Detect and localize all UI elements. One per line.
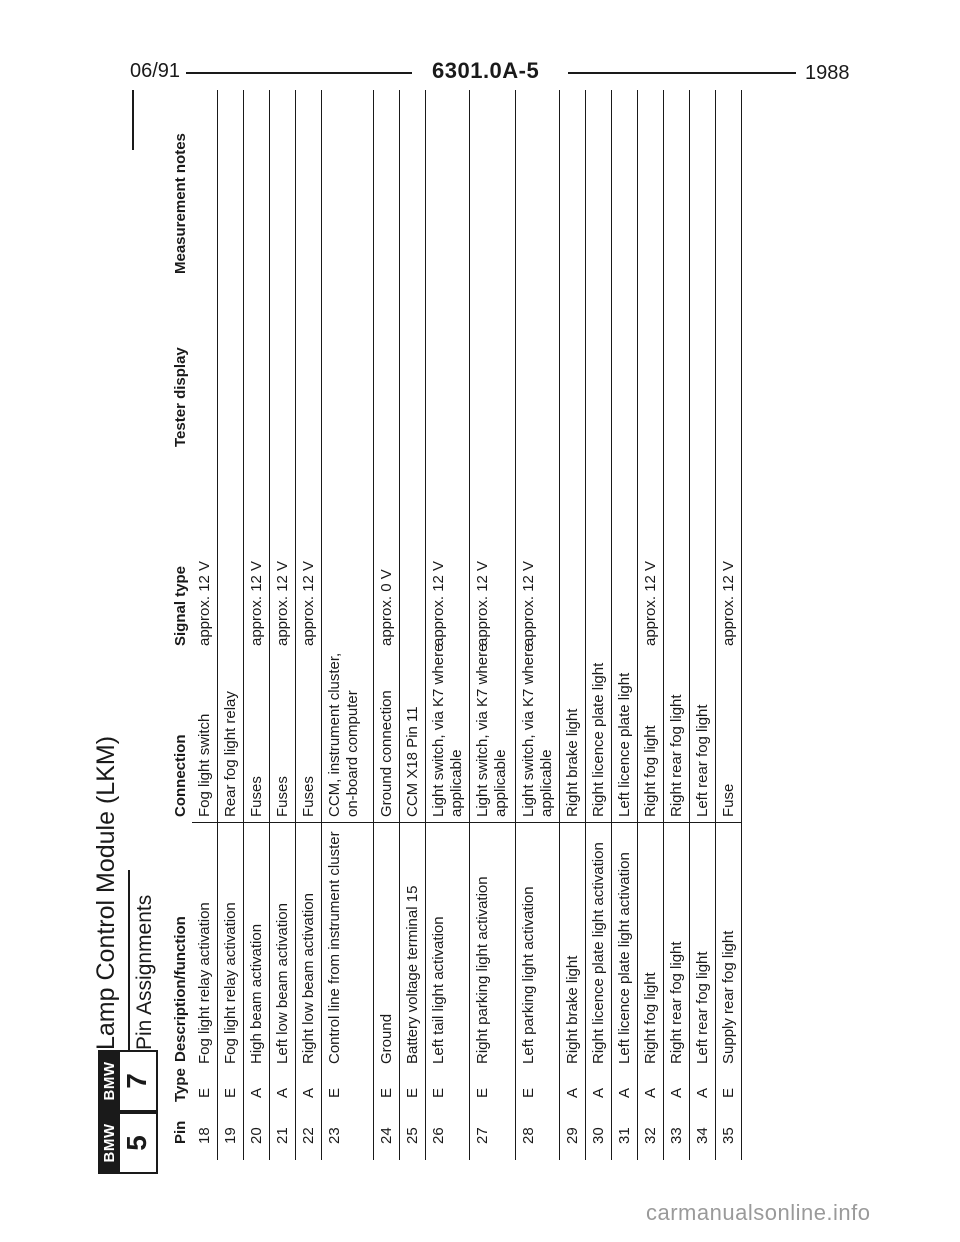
pin-type: E xyxy=(222,1087,239,1098)
column-header-pin: Pin xyxy=(172,1120,189,1144)
column-divider xyxy=(716,822,742,823)
description-line: Left parking light activation xyxy=(520,886,537,1064)
pin-number: 28 xyxy=(520,1127,537,1144)
pin-connection xyxy=(222,577,240,817)
connection-line: on-board computer xyxy=(344,690,361,817)
pin-number: 18 xyxy=(196,1127,213,1144)
pin-number: 35 xyxy=(720,1127,737,1144)
pin-type: E xyxy=(378,1087,395,1098)
connection-line: Left licence plate light xyxy=(616,672,633,817)
column-divider xyxy=(426,822,470,823)
logo-brand: BMW xyxy=(100,1114,120,1172)
title-underline xyxy=(128,870,130,1050)
table-row xyxy=(664,0,690,1160)
description-line: Right low beam activation xyxy=(300,893,317,1064)
connection-line: Right licence plate light xyxy=(590,662,607,817)
pin-number: 21 xyxy=(274,1127,291,1144)
pin-number: 20 xyxy=(248,1127,265,1144)
pin-type: E xyxy=(196,1087,213,1098)
pin-number: 19 xyxy=(222,1127,239,1144)
pin-type: A xyxy=(564,1087,581,1098)
pin-number: 32 xyxy=(642,1127,659,1144)
description-line: Ground xyxy=(378,1013,395,1064)
connection-line: applicable xyxy=(448,749,465,817)
page-subtitle: Pin Assignments xyxy=(133,894,156,1050)
connection-line: Fog light switch xyxy=(196,713,213,817)
bmw-7-series-logo xyxy=(98,1050,158,1112)
column-divider xyxy=(192,822,218,823)
bmw-5-series-logo xyxy=(98,1112,158,1174)
watermark: carmanualsonline.info xyxy=(646,1200,871,1225)
description-line: High beam activation xyxy=(248,923,265,1064)
connection-line: applicable xyxy=(492,749,509,817)
table-row xyxy=(296,0,322,1160)
table-row xyxy=(218,0,244,1160)
table-row xyxy=(690,0,716,1160)
pin-number: 33 xyxy=(668,1127,685,1144)
connection-line: Light switch, via K7 where xyxy=(430,643,447,817)
connection-line: Right fog light xyxy=(642,725,659,817)
description-line: Battery voltage terminal 15 xyxy=(404,885,421,1064)
signal-type: approx. 12 V xyxy=(274,560,291,646)
column-header-connection: Connection xyxy=(172,734,189,817)
description-line: Left tail light activation xyxy=(430,916,447,1064)
signal-type: approx. 12 V xyxy=(474,560,491,646)
header-document-code: 6301.0A-5 xyxy=(432,58,540,83)
pin-type: E xyxy=(474,1087,491,1098)
description-line: Left rear fog light xyxy=(694,951,711,1064)
column-divider xyxy=(296,822,322,823)
connection-line: Right brake light xyxy=(564,708,581,817)
connection-line: Fuses xyxy=(274,776,291,817)
column-divider xyxy=(374,822,400,823)
connection-line: Right rear fog light xyxy=(668,694,685,817)
pin-type: A xyxy=(694,1087,711,1098)
pin-number: 30 xyxy=(590,1127,607,1144)
table-row xyxy=(612,0,638,1160)
signal-type: approx. 12 V xyxy=(430,560,447,646)
description-line: Left low beam activation xyxy=(274,903,291,1064)
table-row xyxy=(400,0,426,1160)
table-row xyxy=(244,0,270,1160)
column-divider xyxy=(612,822,638,823)
row-divider xyxy=(741,90,742,1160)
description-line: Left licence plate light activation xyxy=(616,852,633,1064)
connection-line: Light switch, via K7 where xyxy=(474,643,491,817)
column-divider xyxy=(664,822,690,823)
column-header-type: Type xyxy=(172,1068,189,1102)
pin-connection xyxy=(590,577,608,817)
pin-connection xyxy=(564,577,582,817)
table-row xyxy=(516,0,560,1160)
column-divider xyxy=(400,822,426,823)
connection-line: Ground connection xyxy=(378,690,395,817)
table-row xyxy=(374,0,400,1160)
signal-type: approx. 12 V xyxy=(248,560,265,646)
pin-type: E xyxy=(430,1087,447,1098)
page-title: Lamp Control Module (LKM) xyxy=(92,735,120,1050)
column-divider xyxy=(270,822,296,823)
pin-connection xyxy=(616,577,634,817)
connection-line: CCM X18 Pin 11 xyxy=(404,706,421,817)
pin-connection xyxy=(326,577,362,817)
table-row xyxy=(560,0,586,1160)
pin-type: E xyxy=(520,1087,537,1098)
pin-type: A xyxy=(616,1087,633,1098)
pin-type: A xyxy=(590,1087,607,1098)
connection-line: applicable xyxy=(538,749,555,817)
pin-number: 27 xyxy=(474,1127,491,1144)
signal-type: approx. 12 V xyxy=(720,560,737,646)
description-line: Fog light relay activation xyxy=(196,902,213,1064)
table-row xyxy=(322,0,374,1160)
pin-type: E xyxy=(326,1087,343,1098)
pin-type: A xyxy=(642,1087,659,1098)
header-date: 06/91 xyxy=(130,60,181,82)
column-divider xyxy=(322,822,374,823)
connection-line: Fuses xyxy=(300,776,317,817)
description-line: Right brake light xyxy=(564,955,581,1064)
table-row xyxy=(586,0,612,1160)
column-divider xyxy=(470,822,516,823)
description-line: Fog light relay activation xyxy=(222,902,239,1064)
signal-type: approx. 12 V xyxy=(642,560,659,646)
column-divider xyxy=(516,822,560,823)
connection-line: Rear fog light relay xyxy=(222,691,239,817)
pin-connection xyxy=(668,577,686,817)
column-header-tester-display: Tester display xyxy=(172,347,189,447)
column-divider xyxy=(690,822,716,823)
logo-number: 7 xyxy=(121,1073,152,1089)
pin-number: 23 xyxy=(326,1127,343,1144)
table-row xyxy=(470,0,516,1160)
pin-type: A xyxy=(668,1087,685,1098)
pin-type: A xyxy=(248,1087,265,1098)
column-divider xyxy=(560,822,586,823)
connection-line: Fuses xyxy=(248,776,265,817)
table-row xyxy=(192,0,218,1160)
pin-number: 24 xyxy=(378,1127,395,1144)
pin-connection xyxy=(694,577,712,817)
description-line: Control line from instrument cluster xyxy=(326,831,343,1064)
column-divider xyxy=(586,822,612,823)
description-line: Right parking light activation xyxy=(474,876,491,1064)
description-line: Supply rear fog light xyxy=(720,930,737,1064)
pin-number: 34 xyxy=(694,1127,711,1144)
pin-number: 31 xyxy=(616,1127,633,1144)
column-divider xyxy=(218,822,244,823)
pin-type: A xyxy=(300,1087,317,1098)
logo-number: 5 xyxy=(121,1135,152,1151)
pin-number: 26 xyxy=(430,1127,447,1144)
pin-type: A xyxy=(274,1087,291,1098)
table-row xyxy=(270,0,296,1160)
column-header-signal-type: Signal type xyxy=(172,565,189,646)
description-line: Right licence plate light activation xyxy=(590,842,607,1064)
description-line: Right fog light xyxy=(642,972,659,1064)
signal-type: approx. 12 V xyxy=(300,560,317,646)
pin-number: 29 xyxy=(564,1127,581,1144)
signal-type: approx. 12 V xyxy=(520,560,537,646)
pin-number: 25 xyxy=(404,1127,421,1144)
pin-type: E xyxy=(720,1087,737,1098)
logo-brand: BMW xyxy=(100,1052,120,1110)
signal-type: approx. 12 V xyxy=(196,560,213,646)
pin-connection xyxy=(404,577,422,817)
connection-line: Left rear fog light xyxy=(694,704,711,817)
description-line: Right rear fog light xyxy=(668,941,685,1064)
pin-type: E xyxy=(404,1087,421,1098)
connection-line: Light switch, via K7 where xyxy=(520,643,537,817)
header-year: 1988 xyxy=(805,62,850,84)
column-divider xyxy=(244,822,270,823)
table-row xyxy=(716,0,742,1160)
pin-number: 22 xyxy=(300,1127,317,1144)
connection-line: CCM, instrument cluster, xyxy=(326,652,343,817)
column-header-measurement-notes: Measurement notes xyxy=(172,133,189,274)
signal-type: approx. 0 V xyxy=(378,569,395,646)
connection-line: Fuse xyxy=(720,783,737,817)
column-divider xyxy=(638,822,664,823)
table-row xyxy=(638,0,664,1160)
bmw-series-logos xyxy=(98,1054,158,1174)
column-header-description: Description/function xyxy=(172,916,189,1062)
table-row xyxy=(426,0,470,1160)
